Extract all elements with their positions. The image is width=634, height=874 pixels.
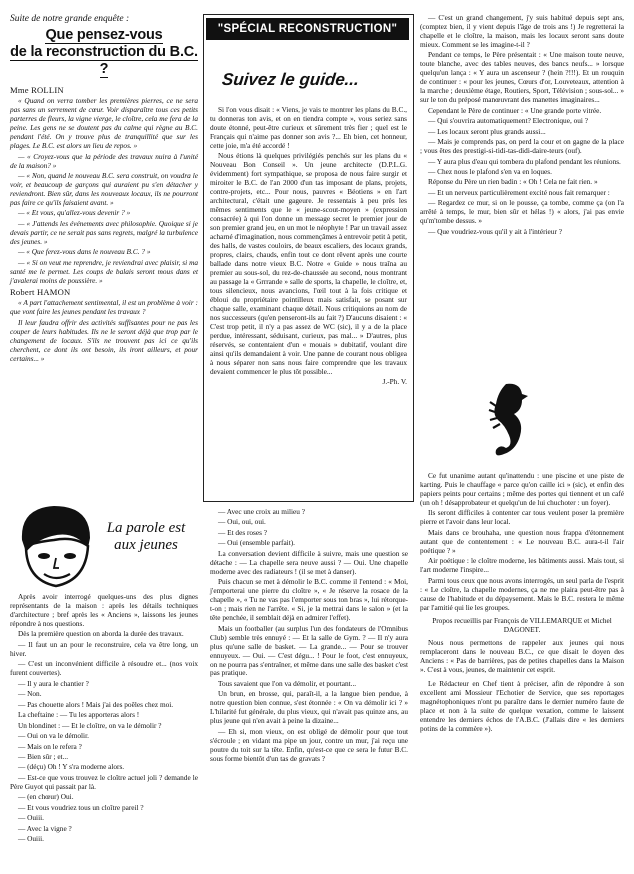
paragraph: — Qui s'ouvrira automatiquement? Electronique, oui ?: [428, 116, 588, 126]
rollin-interview: [10, 97, 198, 285]
paragraph: — Et vous voudriez tous un cloître pareil ?: [18, 802, 144, 812]
left-column-lower: [10, 593, 198, 846]
headline-line-1: Que pensez-vous: [45, 27, 163, 44]
paragraph: Ils seront difficiles à contenter car tous veulent poser la première pierre et l'avoir dans leur local.: [420, 508, 624, 527]
author-hamon: Robert HAMON: [10, 287, 71, 298]
paragraph: — Il faut un an pour le reconstruire, cela va être long, un hiver.: [10, 639, 198, 658]
paragraph: Mais un footballer (au surplus l'un des fondateurs de l'Omnibus Club) semble très ennuyé : — Et la salle de Gym. ? — Il n'y aura plus qu'une salle de basket. — La grande... — Pour se trouver ennuyeux. — Oui. — C'est dégu... ! Pour le foot, c'est ennuyeux, on ne pourra pas s'entraîner, et même dans une salle des basket c'est pas pratique.: [210, 623, 408, 678]
paragraph: — Les locaux seront plus grands aussi...: [428, 126, 546, 136]
paragraph: Nous nous permettons de rappeler aux jeunes qui nous remplaceront dans le nouveau B.C., ce que disait le doyen des Anciens : « Pas de barrières, pas de petites chapelles dans la Maison ». C'est à vous, jeunes, de maintenir cet esprit.: [420, 638, 624, 675]
paragraph: Ce fut unanime autant qu'inattendu : une piscine et une piste de karting. Puis le chauffage « parce qu'on caille ici » (sic), et enfin des papiers peints pour certains ; même des portes qui tiennent et un café (un oh ! désapprobateur et quelqu'un de lui chuchoter : un foyer).: [420, 471, 624, 507]
paragraph: Nous étions là quelques privilégiés penchés sur les plans du « Nouveau Bon Conseil ». Un jeune architecte (D.P.L.G. évidemment) fort sympathique, se proposa de nous faire surgir et miroiter le B.C. de l'an 2000 d'un tas imposant de plans, projets, contre-projets, etc... Pour nous, pauvres « Béotiens » en l'art architectural, c'était une gageure. Je ressentais à peu près les mêmes sentiments que le « jeune-scout-moyen » (expression consacrée) à qui l'on donne un message secret le premier jour de son premier grand jeu, en un mot le néophyte ! Par un travail assez acharné d'imagination, nous commençâmes à entrevoir petit à petit, des halls, de vastes couloirs, de beaux escaliers, des locaux grands, propres, clairs, chauds, enfin tout ce dont rêvent après une courte ballade dans notre vieux B.C. Notre « Guide » nous traîna au premier au sous-sol, du rez-de-chaussée au second, nous montrant au passage la « Grrrande » salle de sports, la chapelle, le cloître, et, tous silencieux, nous avancions, l'œil tout à la fois critique et ébloui du propriétaire pointilleux mais satisfait, se posant sur chaque salle, examinant chaque détail. Nous critiquions au nom de nos successeurs (qu'en penseront-ils au fait ?) D'aucuns disaient : « C'est trop petit, il n'y a pas assez de WC (sic), il y a de la place perdue, intéressant, séduisant, curieux, pas mal... » D'autres, plus réservés, se contentaient d'un « mouais » dubitatif, voulant dire ainsi qu'ils demandaient à voir. Une panne de courant nous obligea à nous séparer non sans nous faire comprendre que les travaux devaient commencer le plus tôt possible...: [210, 151, 407, 376]
paragraph: — C'est un grand changement, j'y suis habitué depuis sept ans, (comptez bien, il y vient depuis l'âge de trois ans !) Je regretterai la chapelle et le cloître, la maison, mais les locaux seront sans doute mieux. Comment se les imagine-t-il ?: [420, 13, 624, 49]
paragraph: — Non.: [18, 689, 42, 699]
right-column-top: [420, 14, 624, 238]
paragraph: La cheftaine : — Tu les apporteras alors !: [18, 710, 140, 720]
paragraph: Air poétique : le cloître moderne, les bâtiments aussi. Mais tout, si l'art moderne l'inspire...: [420, 556, 624, 575]
headline-line-2: de la reconstruction du B.C. ?: [10, 43, 198, 77]
paragraph: — Ouiii.: [18, 813, 44, 823]
paragraph: — Chez nous le plafond s'en va en loques.: [428, 167, 552, 176]
kicker: Suite de notre grande enquête :: [10, 14, 130, 24]
paragraph: — « Et vous, qu'allez-vous devenir ? »: [18, 208, 131, 218]
paragraph: Il leur faudra offrir des activités suffisantes pour ne pas les couper de leurs habitudes. Ils ne le seront déjà que trop par le changement de locaux. S'ils ne trouvent pas ici ce qu'ils cherchent, ce dont ils ont besoin, ils iront ailleurs, et pour certains... »: [10, 317, 198, 363]
paragraph: « A part l'attachement sentimental, il est un problème à voir : que vont faire les jeunes pendant les travaux ?: [10, 298, 198, 317]
paragraph: — Oui, oui, oui.: [218, 517, 266, 527]
paragraph: — Bien sûr ; et...: [18, 752, 69, 761]
paragraph: Un brun, en brosse, qui, paraît-il, a la langue bien pendue, à notre question bien connue, s'est étonnée : « On va démolir ici ? » L'hilarité fut générale, du plus vieux, qui n'avait pas quinze ans, au plus jeune qui n'en avait à peine la dizaine...: [210, 689, 408, 726]
paragraph: Si l'on vous disait : « Viens, je vais te montrer les plans du B.C., tu donneras ton avis, et on en tiendra compte », vous seriez sans doute étonné, peut-être curieux et sûrement très fier ; quel est le Français qui n'aime pas donner son avis ?... Eh bien, cet honneur, cette joie, m'a été accordé !: [210, 105, 407, 150]
headline: [10, 27, 198, 77]
paragraph: Tous savaient que l'on va démolir, et pourtant...: [218, 678, 357, 688]
paragraph: Puis chacun se met à démolir le B.C. comme il l'entend : « Moi, j'emporterai une pierre du cloître », « Je réserve la rosace de la chapelle », « Tu ne vas pas l'emporter sous ton bras », lui rétorque-t-on ; mais rien ne l'arrête. « Si, je la mettrai dans le salon » (et la tête penchée, il semblait déjà en admirer l'effet).: [210, 577, 408, 623]
paragraph: — Mais on le refera ?: [18, 741, 82, 751]
paragraph: — Mais je comprends pas, on perd la cour et on gagne de la place ; vous êtes des prestigi-si-tidi-tas-didi-daire-teurs (ouf).: [420, 137, 624, 156]
box-left-rule: [203, 14, 204, 502]
paragraph: « Quand on verra tomber les premières pierres, ce ne sera pas sans un serrement de cœur. Voir disparaître tous ces petits parterres de fleurs, la vigne vierge, le cloître, cela me fera de la peine. Les gens ne se doutent pas du calme qui règne au B.C. pendant l'été. On y trouve plus de tranquillité que sur les plages. Le B.C. est alors un lieu de repos. »: [10, 96, 198, 151]
middle-box-text: [210, 106, 407, 389]
paragraph: — Oui (ensemble parfait).: [218, 538, 295, 548]
paragraph: — Et un nerveux particulièrement excité nous fait remarquer :: [428, 187, 610, 197]
paragraph: — Avec une croix au milieu ?: [218, 507, 305, 516]
paragraph: — C'est un inconvénient difficile à résoudre et... (nos voix furent couvertes).: [10, 659, 198, 678]
paragraph: — Avec la vigne ?: [18, 823, 72, 833]
boy-face-illustration: [14, 500, 98, 592]
paragraph: — (déçu) Oh ! Y s'ra moderne alors.: [18, 762, 125, 772]
paragraph: — Eh si, mon vieux, on est obligé de démolir pour que tout s'écroule ; en vidant ma pipe un jour, contre un mur, j'ai reçu une poutre du toit sur la tête. Enfin, qu'est-ce que ce sera le futur B.C. sous forme bientôt d'un tas de gravats ?: [210, 726, 408, 763]
paragraph: — « Que ferez-vous dans le nouveau B.C. ? »: [18, 247, 151, 257]
paragraph: — Que voudriez-vous qu'il y ait à l'intérieur ?: [428, 226, 562, 236]
paragraph: Après avoir interrogé quelques-uns des plus dignes représentants de la maison : après les détails techniques d'architecture ; bref après les « Anciens », laissons les jeunes répondre à nos questions.: [10, 592, 198, 628]
paragraph: — Est-ce que vous trouvez le cloître actuel joli ? demande le Père Guyot qui passait par là.: [10, 772, 198, 791]
paragraph: — (en chœur) Oui.: [18, 792, 74, 802]
paragraph: — Il y aura le chantier ?: [18, 678, 89, 688]
paragraph: — « J'attends les événements avec philosophie. Quoique si je devais partir, ce ne serait pas sans regrets, malgré la turbulence des jeunes. »: [10, 218, 198, 246]
paragraph: Parmi tous ceux que nous avons interrogés, un seul parla de l'esprit : « Le cloître, la chapelle modernes, ça ne me plaira peut-être pas à cause de l'habitude et du dépaysement. Mais le B.C. restera le même par l'amitié qui lie les groupes.: [420, 575, 624, 612]
paragraph: La conversation devient difficile à suivre, mais une question se détache : — La chapelle sera neuve aussi ? — Oui. Une chapelle moderne avec des radiateurs ! (il se met à danser).: [210, 548, 408, 576]
middle-column-lower: [210, 508, 408, 765]
paragraph: Un blondinet : — Et le cloître, on va le démolir ?: [18, 720, 162, 730]
paragraph: Pendant ce temps, le Père présentait : « Une maison toute neuve, toute blanche, avec des tables neuves, des bancs neufs... » lorsque quelqu'un lança : « Y aura un ascenseur ? (hein ?!!!). Et un rouquin de continuer : « pour les jeunes, Cœurs d'or, Louveteaux, attention à la marche ; deuxième étage, Routiers, Sport, Télévision ; sous-sol... » sur le ton du préposé manœuvrant des manettes imaginaires...: [420, 50, 624, 105]
special-reconstruction-banner: "SPÉCIAL RECONSTRUCTION": [206, 18, 409, 40]
paragraph: — « Croyez-vous que la période des travaux nuira à l'unité de la maison? »: [10, 151, 198, 170]
left-column: [10, 14, 198, 365]
paragraph: — Et des roses ?: [218, 527, 268, 537]
paragraph: — « Non, quand le nouveau B.C. sera construit, on voudra le voir, et beaucoup de garçons qui auraient pu s'en détacher y reviendront. Bien sûr, dans les nouveaux locaux, ils ne pourront pas faire ce qu'ils faisaient avant. »: [10, 171, 198, 207]
parole-title: La parole est aux jeunes: [106, 520, 186, 554]
right-column-lower: [420, 472, 624, 736]
paragraph: Mais dans ce brouhaha, une question nous frappa d'étonnement autant que de contentement : « Le nouveau B.C. aura-t-il l'air poétique ? »: [420, 527, 624, 555]
hamon-interview: [10, 299, 198, 363]
box-right-rule: [413, 14, 414, 502]
signature: J.-Ph. V.: [382, 377, 407, 387]
paragraph: — Ouiii.: [18, 834, 44, 844]
box-top-rule: [203, 14, 414, 15]
paragraph: — Regardez ce mur, si on le pousse, ça tombe, comme ça (on l'a arrêté à temps, le mur, bien sûr et hélas !) « alors, j'ai pas envie qu'm'tombe dessus. »: [420, 198, 624, 226]
paragraph: — Pas chouette alors ! Mais j'ai des poêles chez moi.: [18, 699, 174, 709]
credit: Propos recueillis par François de VILLEMARQUE et Michel DAGONET.: [432, 615, 612, 634]
seahorse-illustration: [486, 380, 530, 464]
box-bottom-rule: [203, 501, 414, 502]
paragraph: Cependant le Père de continuer : « Une grande porte vitrée.: [428, 105, 602, 115]
paragraph: Dès la première question on aborda la durée des travaux.: [18, 629, 184, 639]
suivez-le-guide-title: Suivez le guide...: [221, 70, 361, 89]
paragraph: — Oui on va le démolir.: [18, 731, 89, 741]
paragraph: — « Si on veut me reprendre, je reviendrai avec plaisir, si ma santé me le permet. Les coups de balais seront mous dans et j'avalerai moins de poussière. »: [10, 257, 198, 285]
paragraph: — Y aura plus d'eau qui tombera du plafond pendant les réunions.: [428, 156, 621, 166]
author-rollin: Mme ROLLIN: [10, 85, 64, 96]
paragraph: Le Rédacteur en Chef tient à préciser, afin de répondre à son excellent ami Mossieur l'Echotier de Service, que ses reportages magnétophoniques n'ont pu paraître dans le dernier numéro faute de place et non à la suite de quelque vexation, comme le laissent entendre les derniers échos de l'A.B.C. (J'allais dire « les derniers potins de la commère »).: [420, 679, 624, 734]
paragraph: Réponse du Père un rien badin : « Oh ! Cela ne fait rien. »: [428, 177, 598, 187]
